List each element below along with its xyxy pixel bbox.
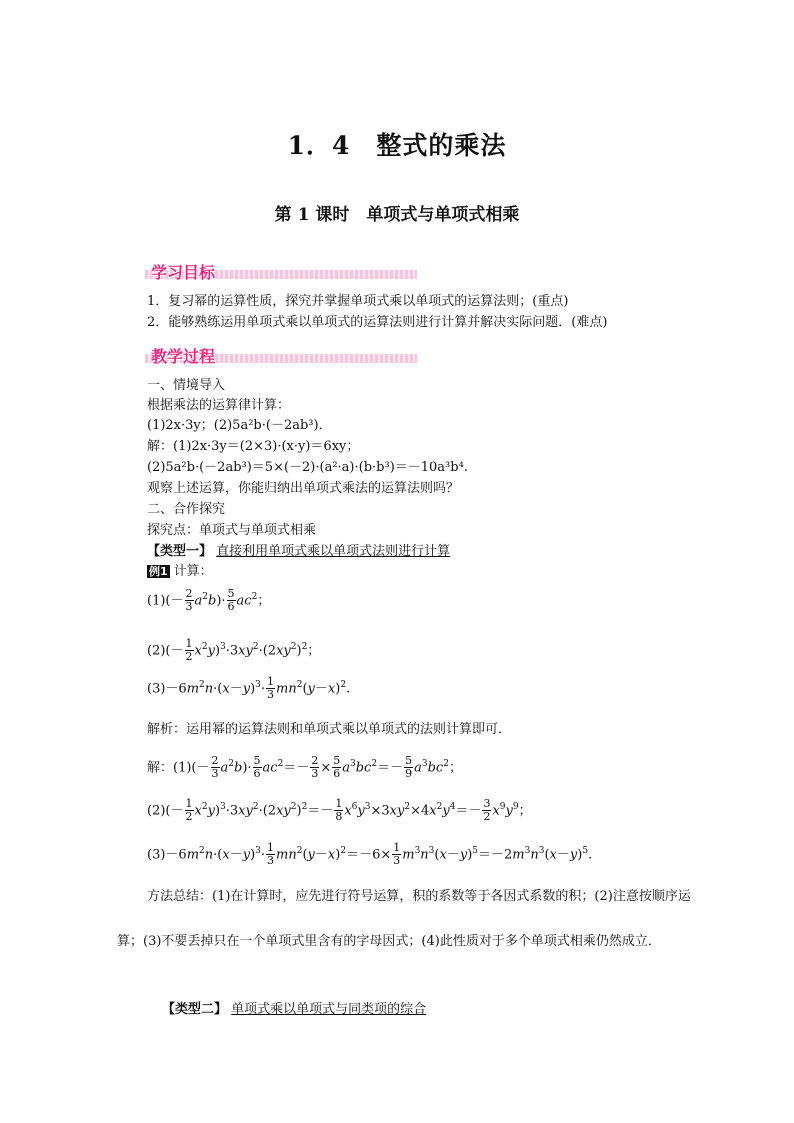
type2-line bbox=[162, 1001, 426, 1019]
intro-solution-1: 解：(1)2x·3y＝(2×3)·(x·y)＝6xy； bbox=[147, 439, 360, 454]
solution-3: $(3)-6m^2n\cdot(x-y)^3\cdot$ $\frac{1}{3}$ $mn^2(y-x)^2=-6\times$ $\frac{1}{3}$ $m^3n^3(x-y)^5=-2m^3n^3(x-y)^5$. bbox=[147, 841, 593, 868]
method-summary: 方法总结：(1)在计算时，应先进行符号运算，积的系数等于各因式系数的积；(2)注意按顺序运算；(3)不要丢掉只在一个单项式里含有的字母因式；(4)此性质对于多个单项式相乘仍然成立． bbox=[117, 889, 691, 949]
problem-1: (1)(－ $\frac{2}{3}$ $a^2b)\cdot$ $\frac{5}{6}$ $ac^2$； bbox=[147, 587, 271, 614]
solution-1: 解：(1)(－ $\frac{2}{3}$ $a^2b)\cdot$ $\frac{5}{6}$ $ac^2=-$ $\frac{2}{3}$ × $\frac{5}{6}$ $a^3bc^2=-$ $\frac{5}{9}$ $a^3bc^2$； bbox=[147, 754, 462, 781]
solution-2: (2)(－ $\frac{1}{2}$ $x^2y)^3\cdot 3xy^2\cdot(2xy^2)^2=-$ $\frac{1}{8}$ $x^6y^3\times 3xy^2\times 4x^2y^4=-$ $\frac{3}{2}$ $x^9y^9$； bbox=[147, 797, 532, 824]
type1-tag: 【类型一】 bbox=[147, 544, 213, 559]
example-line bbox=[147, 563, 213, 581]
example-badge: 例1 bbox=[149, 565, 168, 578]
type2-tag: 【类型二】 bbox=[162, 1002, 228, 1017]
problem-2: (2)(－ $\frac{1}{2}$ $x^2y)^3\cdot 3xy^2\cdot(2xy^2)^2$； bbox=[147, 637, 321, 664]
intro-prompt: 根据乘法的运算律计算： bbox=[147, 398, 291, 413]
type1-line bbox=[147, 543, 450, 561]
type1-title: 直接利用单项式乘以单项式法则进行计算 bbox=[216, 544, 451, 559]
explore-point: 探究点：单项式与单项式相乘 bbox=[147, 523, 317, 538]
goal-item-2: 2．能够熟练运用单项式乘以单项式的运算法则进行计算并解决实际问题．(难点) bbox=[147, 315, 608, 330]
page-title: 1．4 整式的乘法 bbox=[287, 131, 507, 160]
process-banner bbox=[145, 346, 417, 366]
intro-solution-2: (2)5a²b·(－2ab³)＝5×(－2)·(a²·a)·(b·b³)＝－10a³b⁴. bbox=[147, 460, 468, 475]
intro-heading: 一、情境导入 bbox=[147, 378, 226, 393]
analysis-text: 解析：运用幂的运算法则和单项式乘以单项式的法则计算即可． bbox=[147, 722, 512, 737]
example-label: 计算： bbox=[173, 564, 213, 579]
type2-title: 单项式乘以单项式与同类项的综合 bbox=[231, 1002, 427, 1017]
lesson-subtitle: 第 1 课时 单项式与单项式相乘 bbox=[274, 205, 520, 225]
coop-heading: 二、合作探究 bbox=[147, 502, 226, 517]
goals-banner bbox=[145, 262, 417, 282]
process-heading: 教学过程 bbox=[151, 347, 216, 366]
intro-observe: 观察上述运算，你能归纳出单项式乘法的运算法则吗？ bbox=[147, 481, 460, 496]
goals-heading: 学习目标 bbox=[151, 263, 216, 282]
intro-question: (1)2x·3y；(2)5a²b·(－2ab³)． bbox=[147, 418, 332, 433]
goal-item-1: 1．复习幂的运算性质，探究并掌握单项式乘以单项式的运算法则；(重点) bbox=[147, 294, 569, 309]
problem-3: $(3)-6m^2n\cdot(x-y)^3\cdot$ $\frac{1}{3}$ $mn^2(y-x)^2$. bbox=[147, 675, 351, 702]
